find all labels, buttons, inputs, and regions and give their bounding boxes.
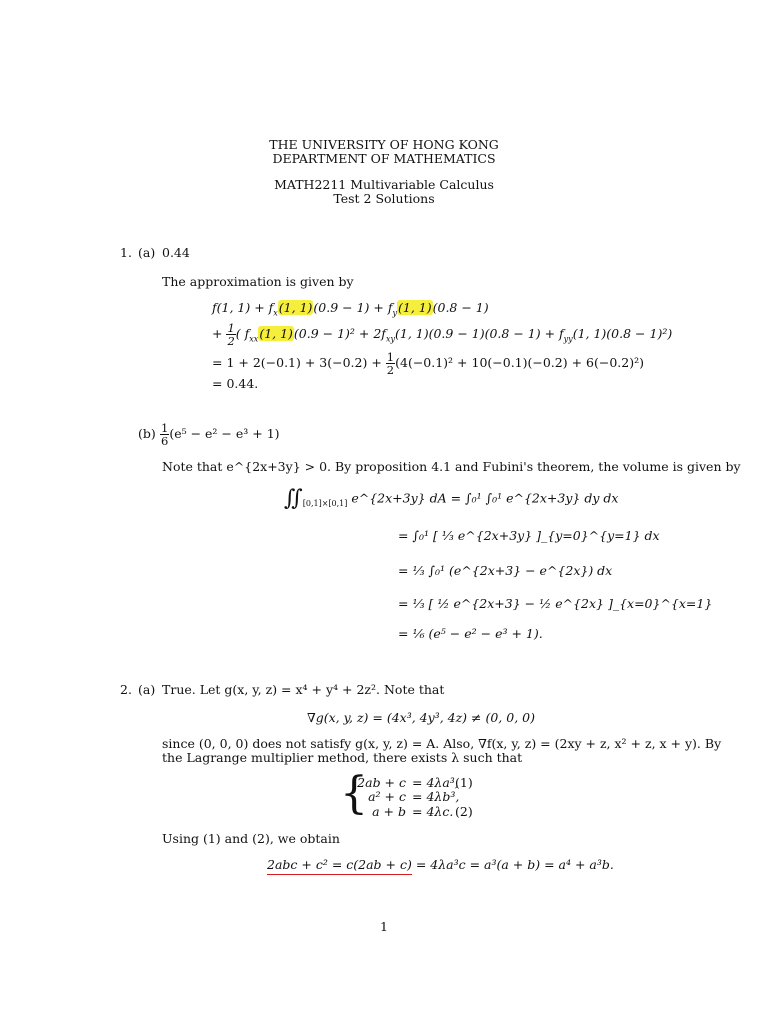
course-title: MATH2211 Multivariable Calculus [274,177,494,192]
fraction-half: $\frac{1}{2}$ [386,350,395,378]
system-eq1-left: 2ab + c [357,775,406,790]
highlight-2: (1, 1) [398,300,432,315]
q1b-integral-line1: $∬_{[0,1]\times[0,1]}$ e^{2x+3y} dA = ∫₀¹ ∫₀¹ e^{2x+3y} dy dx [284,486,619,511]
q2a-final-equation: 2abc + c² = c(2ab + c) = 4λa³c = a³(a + b) = a⁴ + a³b. [267,859,614,872]
university-name: THE UNIVERSITY OF HONG KONG [269,137,499,152]
department-name: DEPARTMENT OF MATHEMATICS [272,151,496,166]
q2a-intro: True. Let g(x, y, z) = x⁴ + y⁴ + 2z². Note that [162,682,445,697]
page-number: 1 [380,919,388,934]
q1a-eq-line2: + $\frac{1}{2}$ ( $f_{xx}(1$, $1)(0.9 - 1)^2 + 2f_{xy}(1$, $1)(0.9 - 1)(0.8 - 1) + f_{yy}(1$, 1)(0.8 − 1)²) [212,321,673,349]
system-eq3-tag: (2) [455,804,473,819]
q2a-label: (a) [138,682,156,697]
system-eq2-right: = 4λb³, [412,789,460,804]
q1a-eq-line4: = 0.44. [212,376,259,391]
q1b-integral-line2: = ∫₀¹ [ ⅓ e^{2x+3y} ]_{y=0}^{y=1} dx [398,528,660,543]
red-underline: 2abc + c² = c(2ab + c) [267,857,412,875]
q2a-since: since (0, 0, 0) does not satisfy g(x, y, z) = A. Also, ∇f(x, y, z) = (2xy + z, x² + z, x + y). By [162,736,722,751]
system-eq3-left: a + b [372,804,406,819]
system-eq1-tag: (1) [455,775,473,790]
q1b-answer: $\frac{1}{6}$ (e⁵ − e² − e³ + 1) [161,421,280,449]
q2-number: 2. [120,682,132,697]
q2a-lagrange: the Lagrange multiplier method, there exists λ such that [162,750,523,765]
system-eq2-left: a² + c [368,789,406,804]
system-eq3-right: = 4λc. [412,804,454,819]
highlight-3: (1, 1) [259,326,293,342]
q1a-answer: 0.44 [162,245,190,260]
q1a-label: (a) [138,245,156,260]
q1-number: 1. [120,245,132,260]
q2a-gradient: ∇g(x, y, z) = (4x³, 4y³, 4z) ≠ (0, 0, 0) [307,710,535,725]
fraction-half: $\frac{1}{2}$ [227,321,235,349]
system-eq1-right: = 4λa³, [412,775,459,790]
q1a-eq-line1: f(1, $1) + f_x(1$, $1)(0.9 - 1) + f_y(1$, 1)(0.8 − 1) [212,300,489,318]
q1b-label: (b) [138,426,156,441]
q1a-eq-line3: = 1 + 2(−0.1) + 3(−0.2) + $\frac{1}{2}$ (4(−0.1)² + 10(−0.1)(−0.2) + 6(−0.2)²) [212,350,644,378]
q1a-intro: The approximation is given by [162,274,354,289]
document-title: Test 2 Solutions [333,191,435,206]
q2a-using: Using (1) and (2), we obtain [162,831,340,846]
q1b-integral-line3: = ⅓ ∫₀¹ (e^{2x+3} − e^{2x}) dx [398,563,613,578]
highlight-1: (1, 1) [278,300,313,315]
q1b-integral-line5: = ⅙ (e⁵ − e² − e³ + 1). [398,626,543,641]
system-brace: { [340,768,368,819]
q1b-integral-line4: = ⅓ [ ½ e^{2x+3} − ½ e^{2x} ]_{x=0}^{x=1} [398,596,713,611]
q1b-note: Note that e^{2x+3y} > 0. By proposition 4.1 and Fubini's theorem, the volume is given by [162,459,741,474]
